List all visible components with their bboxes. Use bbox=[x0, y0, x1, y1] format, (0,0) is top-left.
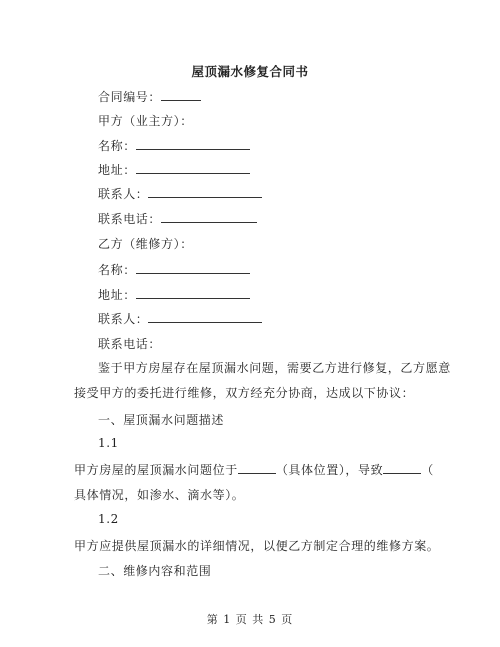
clause-1-1-text-a: 甲方房屋的屋顶漏水问题位于 bbox=[74, 463, 238, 477]
party-b-phone-label: 联系电话： bbox=[98, 337, 162, 351]
party-b-contact-blank bbox=[148, 311, 262, 323]
section-1-heading: 一、屋顶漏水问题描述 bbox=[98, 413, 225, 427]
party-a-phone-label: 联系电话： bbox=[98, 212, 162, 226]
party-a-contact-label: 联系人： bbox=[98, 187, 149, 201]
clause-1-1-text-c: （ bbox=[421, 463, 434, 477]
party-b-phone-line bbox=[98, 335, 161, 352]
location-blank bbox=[238, 462, 276, 474]
clause-1-1-line-2: 具体情况，如渗水、滴水等）。 bbox=[74, 488, 245, 502]
party-a-heading: 甲方（业主方）： bbox=[98, 114, 193, 128]
contract-number-blank bbox=[161, 89, 201, 101]
page-footer: 第 1 页 共 5 页 bbox=[206, 613, 294, 626]
party-b-address-blank bbox=[136, 287, 250, 299]
party-b-heading: 乙方（维修方）： bbox=[98, 237, 193, 251]
party-a-phone-blank bbox=[161, 211, 257, 223]
clause-1-2-number: 1.2 bbox=[98, 512, 119, 526]
intro-paragraph-line-1: 鉴于甲方房屋存在屋顶漏水问题，需要乙方进行修复，乙方愿意 bbox=[98, 361, 451, 375]
party-b-address-label: 地址： bbox=[98, 288, 136, 302]
damage-blank bbox=[383, 462, 421, 474]
clause-1-1-number: 1.1 bbox=[98, 436, 119, 450]
party-a-contact-blank bbox=[148, 186, 262, 198]
party-b-name-label: 名称： bbox=[98, 263, 136, 277]
party-b-address-line bbox=[98, 286, 250, 303]
party-a-address-line bbox=[98, 161, 250, 178]
party-b-contact-line bbox=[98, 310, 262, 327]
intro-paragraph-line-2: 接受甲方的委托进行维修，双方经充分协商，达成以下协议： bbox=[74, 386, 415, 400]
clause-1-1-line-1 bbox=[74, 461, 434, 478]
section-2-heading: 二、维修内容和范围 bbox=[98, 564, 212, 578]
party-b-name-blank bbox=[136, 262, 250, 274]
contract-number-label: 合同编号： bbox=[98, 90, 162, 104]
document-title: 屋顶漏水修复合同书 bbox=[191, 64, 309, 79]
party-a-address-blank bbox=[136, 162, 250, 174]
contract-number-line bbox=[98, 88, 201, 105]
party-a-address-label: 地址： bbox=[98, 163, 136, 177]
clause-1-2-text: 甲方应提供屋顶漏水的详细情况，以便乙方制定合理的维修方案。 bbox=[74, 539, 440, 553]
party-a-contact-line bbox=[98, 185, 262, 202]
party-a-name-line bbox=[98, 137, 250, 154]
party-a-name-label: 名称： bbox=[98, 139, 136, 153]
party-a-phone-line bbox=[98, 210, 257, 227]
party-b-name-line bbox=[98, 261, 250, 278]
clause-1-1-text-b: （具体位置），导致 bbox=[275, 463, 384, 477]
party-b-contact-label: 联系人： bbox=[98, 312, 149, 326]
party-a-name-blank bbox=[136, 138, 250, 150]
